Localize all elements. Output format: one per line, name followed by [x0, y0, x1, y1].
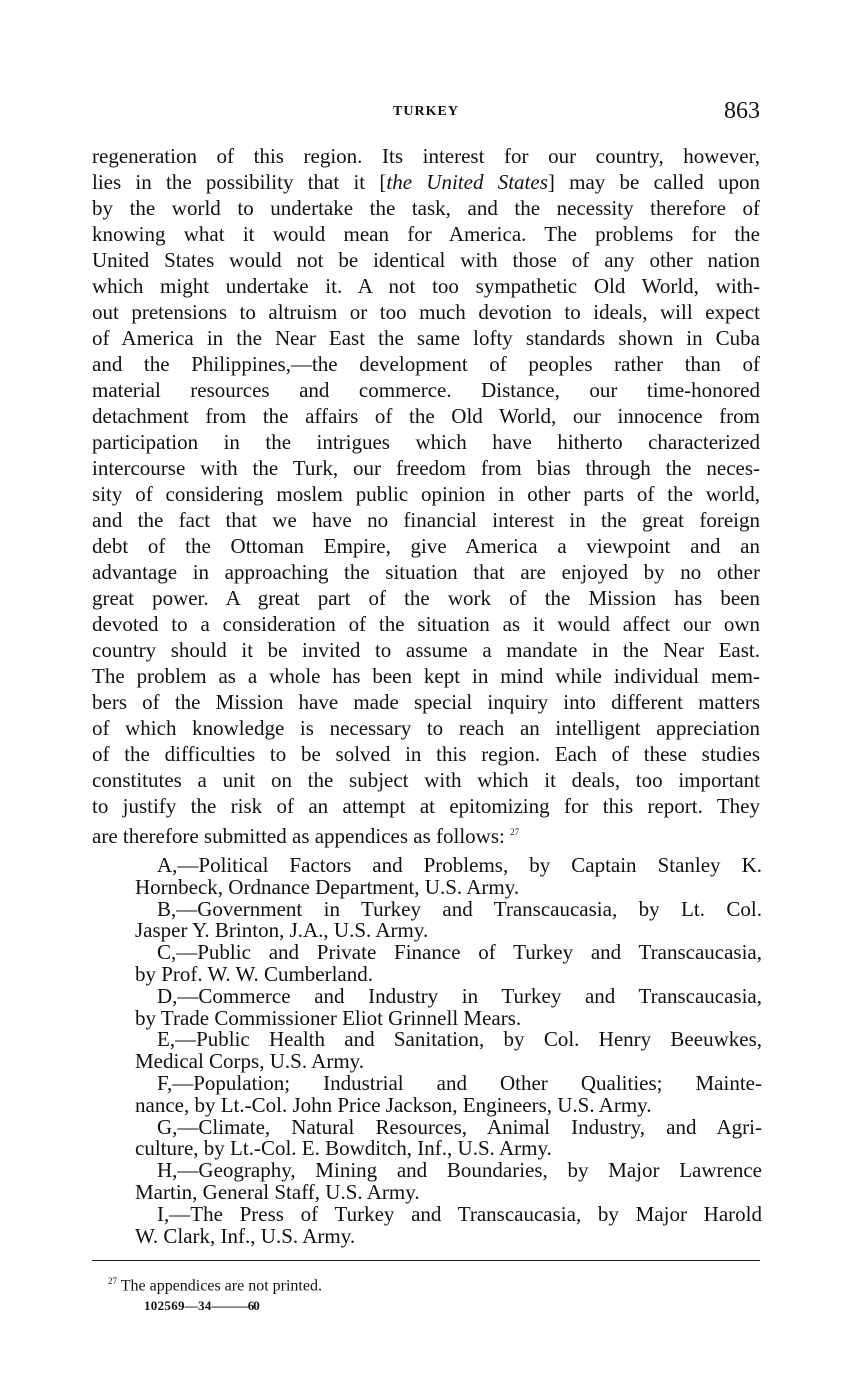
print-code — [144, 1298, 259, 1314]
body-line: and the Philippines,—the development of peoples rather than of — [92, 352, 760, 376]
body-paragraph — [92, 143, 761, 848]
footnote-reference: 27 — [510, 827, 520, 837]
appendix-g-line-1: G,—Climate, Natural Resources, Animal Industry, and Agri- — [157, 1114, 762, 1139]
footnote-marker: 27 — [108, 1276, 117, 1286]
appendix-h-line-1: H,—Geography, Mining and Boundaries, by Major Lawrence — [157, 1158, 762, 1183]
appendix-f-line-2: nance, by Lt.-Col. John Price Jackson, Engineers, U.S. Army. — [135, 1092, 652, 1117]
print-code-part-2: ———60 — [211, 1298, 259, 1313]
appendix-h-line-2: Martin, General Staff, U.S. Army. — [135, 1179, 420, 1204]
footnote-divider — [92, 1260, 760, 1261]
appendix-d-line-2: by Trade Commissioner Eliot Grinnell Mears. — [135, 1005, 522, 1030]
appendix-i-line-1: I,—The Press of Turkey and Transcaucasia, by Major Harold — [157, 1201, 762, 1226]
body-line: devoted to a consideration of the situation as it would affect our own — [92, 612, 760, 636]
footnote — [108, 1271, 322, 1296]
appendix-list — [135, 855, 762, 1247]
body-line: and the fact that we have no financial interest in the great foreign — [92, 508, 760, 532]
body-line: sity of considering moslem public opinion in other parts of the world, — [92, 482, 760, 506]
body-line: participation in the intrigues which have hitherto characterized — [92, 430, 760, 454]
appendix-e-line-1: E,—Public Health and Sanitation, by Col. Henry Beeuwkes, — [157, 1027, 762, 1052]
page-number: 863 — [724, 98, 760, 124]
appendix-c-line-1: C,—Public and Private Finance of Turkey and Transcaucasia, — [157, 940, 762, 965]
body-line: bers of the Mission have made special inquiry into different matters — [92, 690, 760, 714]
body-line-with-italic — [92, 169, 760, 195]
body-line-last — [92, 819, 760, 848]
appendix-e-line-2: Medical Corps, U.S. Army. — [135, 1049, 365, 1074]
running-title: TURKEY — [393, 104, 459, 119]
body-line: regeneration of this region. Its interest for our country, however, — [92, 144, 760, 168]
body-line: The problem as a whole has been kept in mind while individual mem- — [92, 664, 760, 688]
body-line: debt of the Ottoman Empire, give America a viewpoint and an — [92, 534, 760, 558]
appendix-f-line-1: F,—Population; Industrial and Other Qualities; Mainte- — [157, 1070, 762, 1095]
body-line: of the difficulties to be solved in this region. Each of these studies — [92, 742, 760, 766]
appendix-a-line-2: Hornbeck, Ordnance Department, U.S. Army. — [135, 874, 520, 899]
italic-phrase: the United States — [386, 170, 548, 194]
body-line: great power. A great part of the work of the Mission has been — [92, 586, 760, 610]
footnote-text: The appendices are not printed. — [120, 1277, 322, 1295]
appendix-i-line-2: W. Clark, Inf., U.S. Army. — [135, 1223, 356, 1248]
appendix-a-line-1: A,—Political Factors and Problems, by Captain Stanley K. — [157, 853, 762, 877]
appendix-d-line-1: D,—Commerce and Industry in Turkey and Transcaucasia, — [157, 983, 762, 1008]
body-line-text: are therefore submitted as appendices as follows: — [92, 824, 505, 848]
print-code-part-1: 102569—34 — [144, 1298, 212, 1313]
appendix-b-line-1: B,—Government in Turkey and Transcaucasia, by Lt. Col. — [157, 896, 762, 921]
body-line: out pretensions to altruism or too much devotion to ideals, will expect — [92, 300, 760, 324]
running-head — [92, 98, 760, 128]
body-line: advantage in approaching the situation that are enjoyed by no other — [92, 560, 760, 584]
appendix-b-line-2: Jasper Y. Brinton, J.A., U.S. Army. — [135, 918, 429, 943]
body-line: of America in the Near East the same lofty standards shown in Cuba — [92, 326, 760, 350]
body-line: intercourse with the Turk, our freedom from bias through the neces- — [92, 456, 760, 480]
body-line: of which knowledge is necessary to reach an intelligent appreciation — [92, 716, 760, 740]
appendix-g-line-2: culture, by Lt.-Col. E. Bowditch, Inf., U.S. Army. — [135, 1136, 552, 1161]
body-line: material resources and commerce. Distance, our time-honored — [92, 378, 760, 402]
appendix-c-line-2: by Prof. W. W. Cumberland. — [135, 961, 374, 986]
body-line-fragment: ] may be called upon — [547, 170, 761, 194]
body-line: which might undertake it. A not too sympathetic Old World, with- — [92, 274, 760, 298]
body-line: knowing what it would mean for America. The problems for the — [92, 222, 760, 246]
body-line: to justify the risk of an attempt at epitomizing for this report. They — [92, 794, 760, 818]
body-line: United States would not be identical with those of any other nation — [92, 248, 760, 272]
body-line: constitutes a unit on the subject with which it deals, too important — [92, 768, 760, 792]
body-line: country should it be invited to assume a mandate in the Near East. — [92, 638, 760, 662]
body-line: by the world to undertake the task, and the necessity therefore of — [92, 196, 760, 220]
body-line-fragment: lies in the possibility that it [ — [92, 170, 387, 194]
body-line: detachment from the affairs of the Old World, our innocence from — [92, 404, 760, 428]
